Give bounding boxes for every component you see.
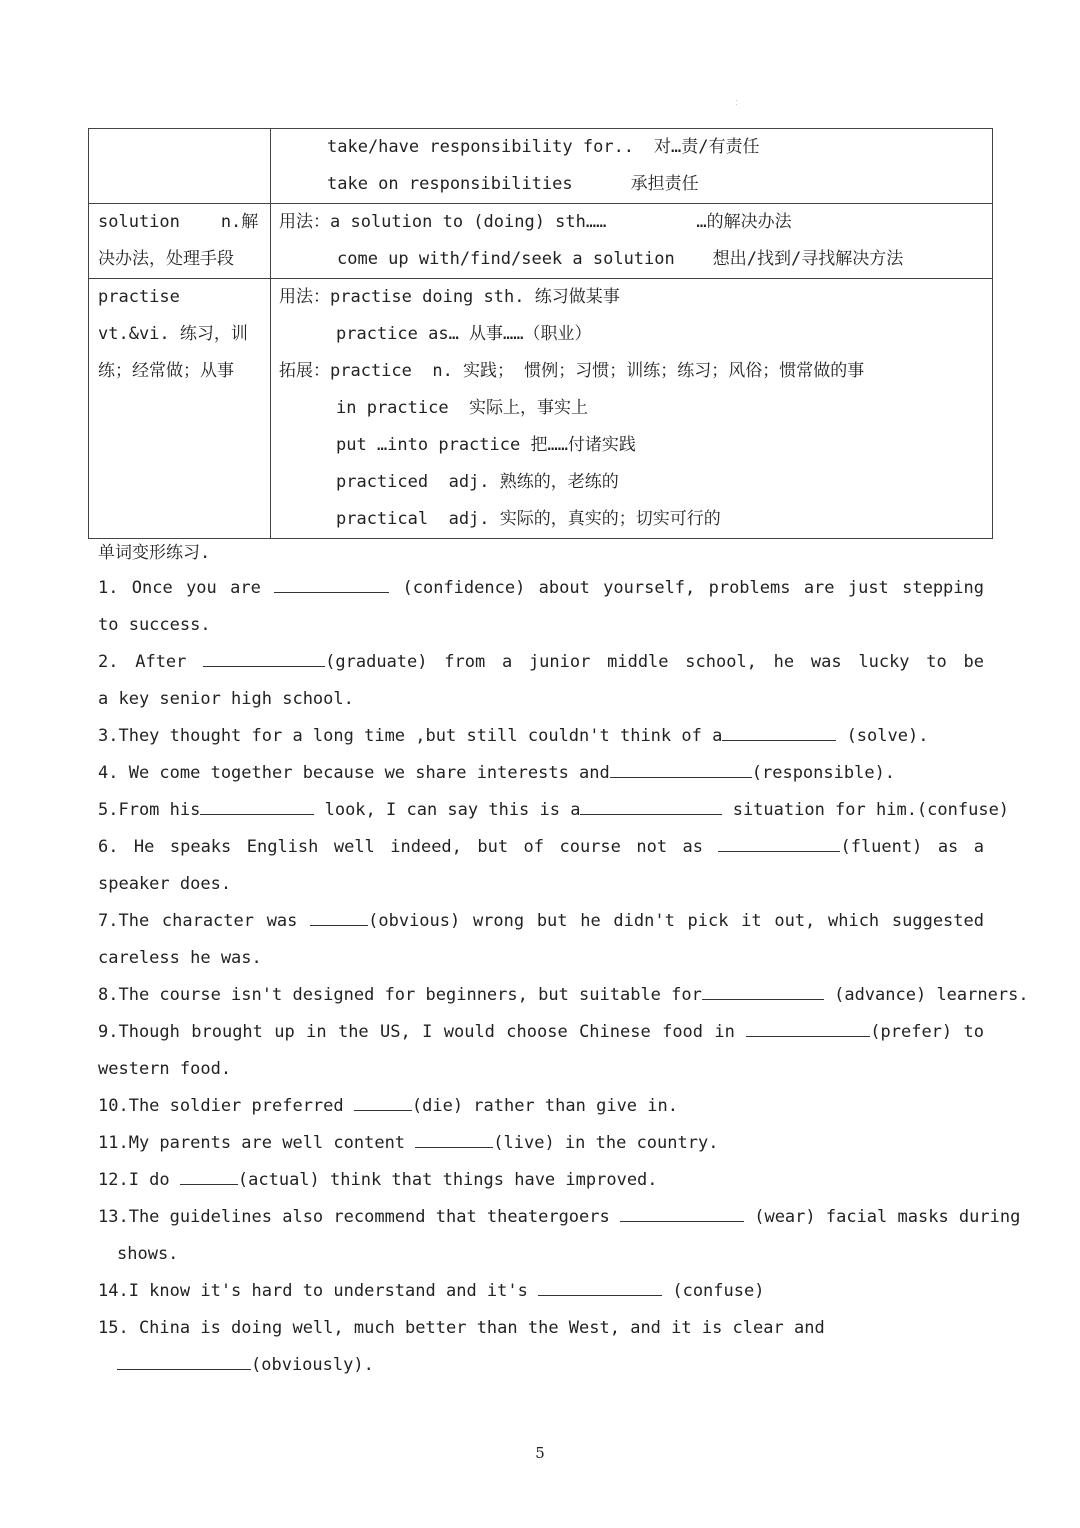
question-item (98, 1125, 984, 1162)
question-item (98, 570, 984, 644)
question-text: look, I can say this is a (314, 800, 581, 820)
usage-line (279, 353, 992, 390)
question-line (98, 570, 984, 607)
question-text: 10.The soldier preferred (98, 1096, 354, 1116)
vocab-usage-cell (271, 279, 993, 539)
answer-blank[interactable] (620, 1202, 744, 1222)
usage-line (279, 501, 992, 538)
question-text: 9.Though brought up in the US, I would choose Chinese food in (98, 1022, 735, 1042)
answer-blank[interactable] (415, 1128, 493, 1148)
question-text: (wear) facial masks during (743, 1207, 1021, 1227)
vocab-word-cell (89, 129, 271, 204)
answer-blank[interactable] (310, 906, 368, 926)
question-text: (actual) think that things have improved. (237, 1170, 658, 1190)
question-item (98, 644, 984, 718)
question-line-continued (98, 607, 984, 644)
question-text: 2. After (98, 652, 204, 672)
usage-text: take/have responsibility for.. (327, 137, 635, 157)
question-item (98, 977, 1029, 1014)
question-text: (solve). (836, 726, 929, 746)
usage-line (279, 204, 992, 241)
corner-mark: ︰ (733, 99, 740, 107)
question-line-continued (98, 1236, 984, 1273)
question-text: 7.The character was (98, 911, 298, 931)
question-line (98, 718, 984, 755)
question-item (98, 829, 984, 903)
usage-line (279, 241, 992, 278)
question-text: (graduate) from a junior middle school, he was lucky to be (325, 652, 984, 672)
vocab-word-line: 练；经常做；从事 (98, 361, 234, 381)
question-text: careless he was. (98, 948, 262, 968)
usage-text: 用法：a solution to (doing) sth…… (279, 212, 607, 232)
question-text: 12.I do (98, 1170, 180, 1190)
question-text: 11.My parents are well content (98, 1133, 416, 1153)
question-text: 4. We come together because we share interests and (98, 763, 610, 783)
answer-blank[interactable] (538, 1276, 662, 1296)
usage-text: practical adj. 实际的，真实的；切实可行的 (336, 509, 721, 529)
question-line-continued (98, 940, 984, 977)
question-text: 5.From his (98, 800, 201, 820)
question-text: (prefer) to (870, 1022, 984, 1042)
question-text: (confidence) about yourself, problems are just stepping (402, 578, 984, 598)
answer-blank[interactable] (722, 721, 836, 741)
question-line (98, 903, 984, 940)
usage-meaning: 对…责/有责任 (654, 137, 760, 157)
question-text: 14.I know it's hard to understand and it's (98, 1281, 539, 1301)
question-line (98, 1125, 984, 1162)
usage-line (279, 464, 992, 501)
question-item (98, 1014, 984, 1088)
question-text: 6. He speaks English well indeed, but of course not as (98, 837, 703, 857)
question-line (98, 755, 984, 792)
vocab-row (89, 204, 993, 279)
question-list (98, 570, 1029, 1384)
question-text: a key senior high school. (98, 689, 354, 709)
question-text: (confuse) (662, 1281, 765, 1301)
answer-blank[interactable] (180, 1165, 238, 1185)
question-text: 1. Once you are (98, 578, 261, 598)
question-text: (obvious) wrong but he didn't pick it out, which suggested (368, 911, 984, 931)
question-text: shows. (117, 1244, 179, 1264)
answer-blank[interactable] (718, 832, 840, 852)
question-item (98, 903, 984, 977)
question-line (98, 829, 984, 866)
question-item (98, 792, 1010, 829)
question-text: (die) rather than give in. (411, 1096, 678, 1116)
usage-line (279, 390, 992, 427)
question-line (98, 1273, 984, 1310)
question-text: (obviously). (251, 1355, 374, 1375)
question-line (98, 1162, 984, 1199)
question-line (98, 1088, 984, 1125)
usage-text: 用法：practise doing sth. 练习做某事 (279, 287, 620, 307)
usage-line (279, 279, 992, 316)
vocab-word-line: solution n.解 (98, 212, 259, 232)
usage-text: come up with/find/seek a solution (337, 249, 675, 269)
question-text: (advance) learners. (823, 985, 1029, 1005)
question-line (98, 644, 984, 681)
answer-blank[interactable] (203, 647, 325, 667)
usage-text: practice as… 从事……（职业） (336, 324, 592, 344)
question-line (98, 792, 1010, 829)
vocab-word-line: 决办法，处理手段 (98, 249, 234, 269)
question-item (98, 1310, 984, 1384)
question-text: to success. (98, 615, 211, 635)
vocab-usage-cell (271, 204, 993, 279)
vocab-row (89, 279, 993, 539)
answer-blank[interactable] (702, 980, 824, 1000)
usage-meaning: 想出/找到/寻找解决方法 (712, 249, 904, 269)
vocab-word-line: practise (98, 287, 180, 307)
usage-text: practiced adj. 熟练的，老练的 (336, 472, 619, 492)
usage-text: put …into practice 把……付诸实践 (336, 435, 636, 455)
question-text: 3.They thought for a long time ,but still couldn't think of a (98, 726, 723, 746)
question-line (98, 1014, 984, 1051)
question-item (98, 1162, 984, 1199)
question-item (98, 1273, 984, 1310)
answer-blank[interactable] (746, 1017, 870, 1037)
vocab-word-cell (89, 204, 271, 279)
question-item (98, 1088, 984, 1125)
question-line (98, 977, 1029, 1014)
vocab-word-cell (89, 279, 271, 539)
vocab-usage-cell (271, 129, 993, 204)
question-text: speaker does. (98, 874, 232, 894)
usage-line (279, 166, 992, 203)
question-text: 15. China is doing well, much better than the West, and it is clear and (98, 1318, 825, 1338)
question-line (98, 1310, 984, 1347)
question-text: (responsible). (751, 763, 896, 783)
question-text: 13.The guidelines also recommend that theatergoers (98, 1207, 620, 1227)
question-item (98, 755, 984, 792)
vocab-word-line: vt.&vi. 练习，训 (98, 324, 248, 344)
usage-line (279, 427, 992, 464)
exercise-section (98, 536, 1029, 1384)
answer-blank[interactable] (117, 1350, 251, 1370)
vocabulary-table (88, 128, 993, 539)
vocab-row (89, 129, 993, 204)
answer-blank[interactable] (354, 1091, 412, 1111)
question-text: (live) in the country. (493, 1133, 719, 1153)
usage-text: take on responsibilities (327, 174, 573, 194)
question-text: (fluent) as a (840, 837, 984, 857)
question-line-continued (98, 866, 984, 903)
question-text: 8.The course isn't designed for beginners, but suitable for (98, 985, 702, 1005)
question-line-continued (98, 1051, 984, 1088)
question-text: western food. (98, 1059, 232, 1079)
answer-blank[interactable] (274, 573, 389, 593)
exercise-title: 单词变形练习. (98, 543, 211, 563)
usage-line (279, 316, 992, 353)
question-item (98, 718, 984, 755)
question-line (98, 1199, 1021, 1236)
page-number: 5 (535, 1444, 545, 1462)
answer-blank[interactable] (580, 795, 722, 815)
question-text: situation for him.(confuse) (722, 800, 1010, 820)
answer-blank[interactable] (610, 758, 752, 778)
usage-line (279, 129, 992, 166)
question-line-continued (98, 681, 984, 718)
question-item (98, 1199, 1021, 1273)
usage-meaning: …的解决办法 (696, 212, 792, 232)
question-line-continued (98, 1347, 984, 1384)
usage-text: 拓展：practice n. 实践； 惯例；习惯；训练；练习；风俗；惯常做的事 (279, 361, 865, 381)
usage-text: in practice 实际上，事实上 (336, 398, 589, 418)
answer-blank[interactable] (200, 795, 314, 815)
usage-meaning: 承担责任 (630, 174, 699, 194)
